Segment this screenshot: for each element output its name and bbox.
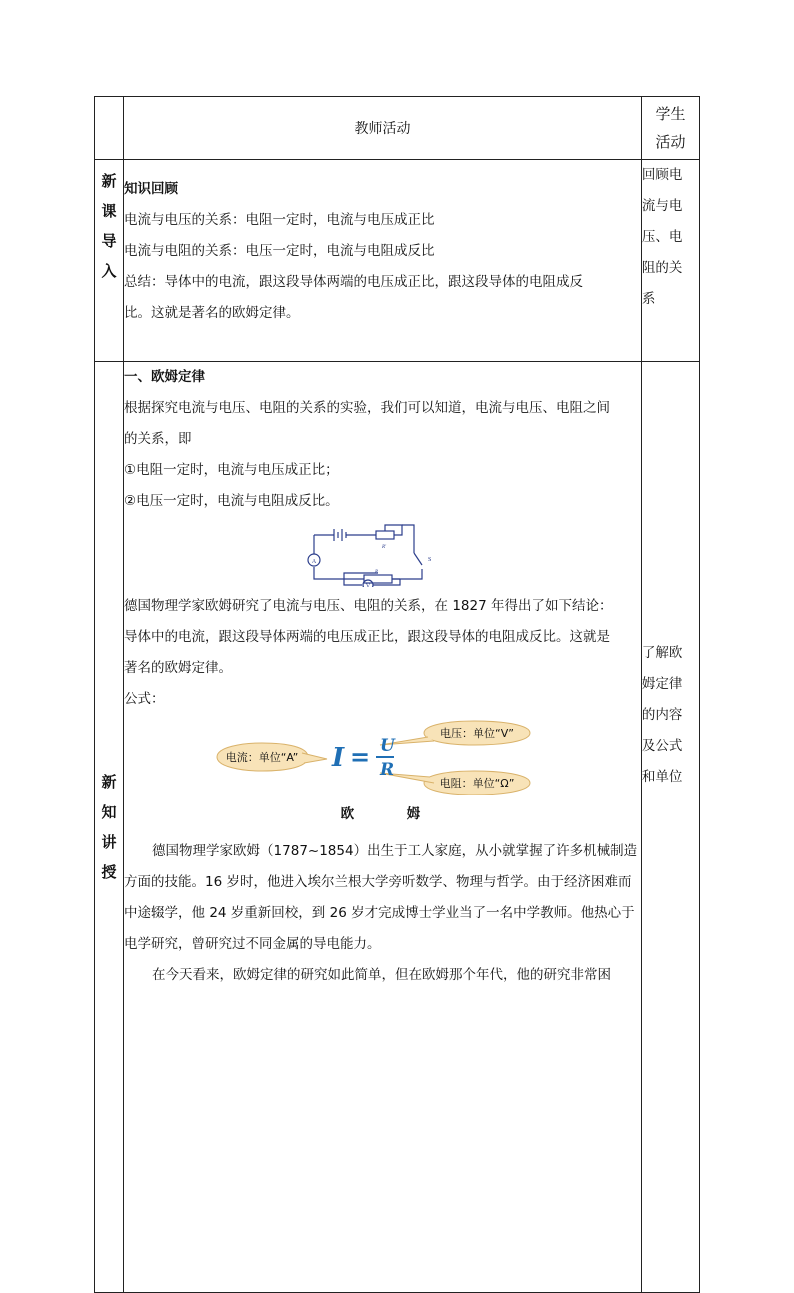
intro-row	[95, 160, 700, 362]
resistance-bubble-text: 电阻：单位“Ω”	[439, 777, 515, 790]
new-knowledge-row	[95, 362, 700, 1293]
paragraph-line: 导体中的电流，跟这段导体两端的电压成正比，跟这段导体的电阻成反比。这就是	[124, 629, 611, 645]
intro-content	[124, 160, 642, 362]
new-knowledge-label-char: 新	[101, 773, 117, 791]
switch-label: S	[428, 557, 432, 563]
student-activity-line: 流与电	[641, 198, 683, 214]
paragraph-line: 著名的欧姆定律。	[124, 660, 233, 676]
student-activity-line: 压、电	[641, 229, 683, 245]
review-line: 总结：导体中的电流，跟这段导体两端的电压成正比，跟这段导体的电阻成反	[124, 274, 584, 290]
bio-text: 热心于电学研究，曾研究过不同金属的导电能力。	[124, 905, 635, 952]
student-activity-line: 的内容	[641, 707, 683, 723]
header-empty-cell	[95, 97, 124, 160]
rheostat-label: R'	[382, 545, 387, 550]
new-knowledge-student-activity	[641, 362, 699, 1293]
paragraph-line: ②电压一定时，电流与电阻成反比。	[124, 493, 339, 509]
student-header-line1: 学生	[655, 105, 686, 123]
student-activity-line: 姆定律	[641, 676, 683, 692]
new-knowledge-label-char: 知	[101, 803, 117, 821]
intro-label-char: 新	[101, 172, 117, 190]
review-line: 电流与电阻的关系：电压一定时，电流与电阻成反比	[124, 243, 435, 259]
header-row	[95, 97, 700, 160]
student-activity-line: 阻的关	[641, 260, 683, 276]
student-activity-line: 了解欧	[641, 645, 683, 661]
paragraph-line: 公式：	[124, 691, 165, 707]
voltmeter-label: V	[365, 583, 371, 587]
current-bubble-text: 电流：单位“A”	[225, 751, 299, 764]
new-knowledge-label-char: 讲	[101, 833, 117, 851]
bio-text: 造方面的技能。16 岁时，他进入埃尔兰根大学旁听数学、物理与哲学。由于经济困	[124, 843, 638, 890]
intro-student-activity	[641, 160, 699, 362]
intro-label-char: 导	[101, 232, 117, 250]
formula-numerator: U	[380, 736, 395, 756]
review-line: 比。这就是著名的欧姆定律。	[124, 305, 300, 321]
new-knowledge-content	[124, 362, 642, 1293]
intro-label-char: 入	[101, 262, 117, 280]
paragraph-line: 根据探究电流与电压、电阻的关系的实验，我们可以知道，电流与电压、电阻之间	[124, 400, 611, 416]
intro-label	[95, 160, 124, 362]
formula-equals: =	[350, 743, 371, 771]
bio-text: 在今天看来，欧姆定律的研究如此简单，但在欧姆那个年代，他的研究非常困	[152, 967, 612, 983]
section-heading: 一、欧姆定律	[124, 369, 206, 385]
bio-text: 德国物理学家欧姆（1787~1854）出生于工人家庭，从小就掌握了许多机械制	[152, 843, 624, 859]
student-activity-line: 和单位	[641, 769, 683, 785]
student-activity-header	[641, 97, 699, 160]
review-line: 电流与电压的关系：电阻一定时，电流与电压成正比	[124, 212, 435, 228]
resistor-label: R	[375, 570, 379, 575]
new-knowledge-label	[95, 362, 124, 1293]
student-activity-line: 及公式	[641, 738, 683, 754]
student-header-line2: 活动	[655, 133, 686, 151]
formula-denominator: R	[380, 760, 395, 780]
lesson-table	[94, 96, 700, 1293]
formula-current-symbol: I	[332, 743, 345, 773]
paragraph-line: 德国物理学家欧姆研究了电流与电压、电阻的关系，在 1827 年得出了如下结论：	[124, 598, 613, 614]
paragraph-line: ①电阻一定时，电流与电压成正比；	[124, 462, 339, 478]
ammeter-label: A	[311, 559, 317, 565]
student-activity-line: 系	[641, 291, 656, 307]
bio-paragraph	[124, 960, 641, 991]
ohms-law-formula	[124, 719, 641, 795]
new-knowledge-label-char: 授	[101, 863, 117, 881]
ohm-caption: 欧 姆	[340, 806, 445, 822]
paragraph-line: 的关系，即	[124, 431, 192, 447]
review-heading: 知识回顾	[124, 181, 179, 197]
intro-label-char: 课	[101, 202, 117, 220]
student-activity-line: 回顾电	[641, 167, 683, 183]
teacher-activity-header: 教师活动	[124, 97, 642, 160]
bio-text: 难而中途辍学，他 24 岁重新回校，到 26 岁才完成博士学业当了一名中学教师。他	[124, 874, 632, 921]
circuit-diagram	[304, 523, 444, 587]
formula-graphic	[212, 719, 542, 795]
voltage-bubble-text: 电压：单位“V”	[440, 727, 515, 740]
bio-paragraph	[124, 836, 641, 960]
